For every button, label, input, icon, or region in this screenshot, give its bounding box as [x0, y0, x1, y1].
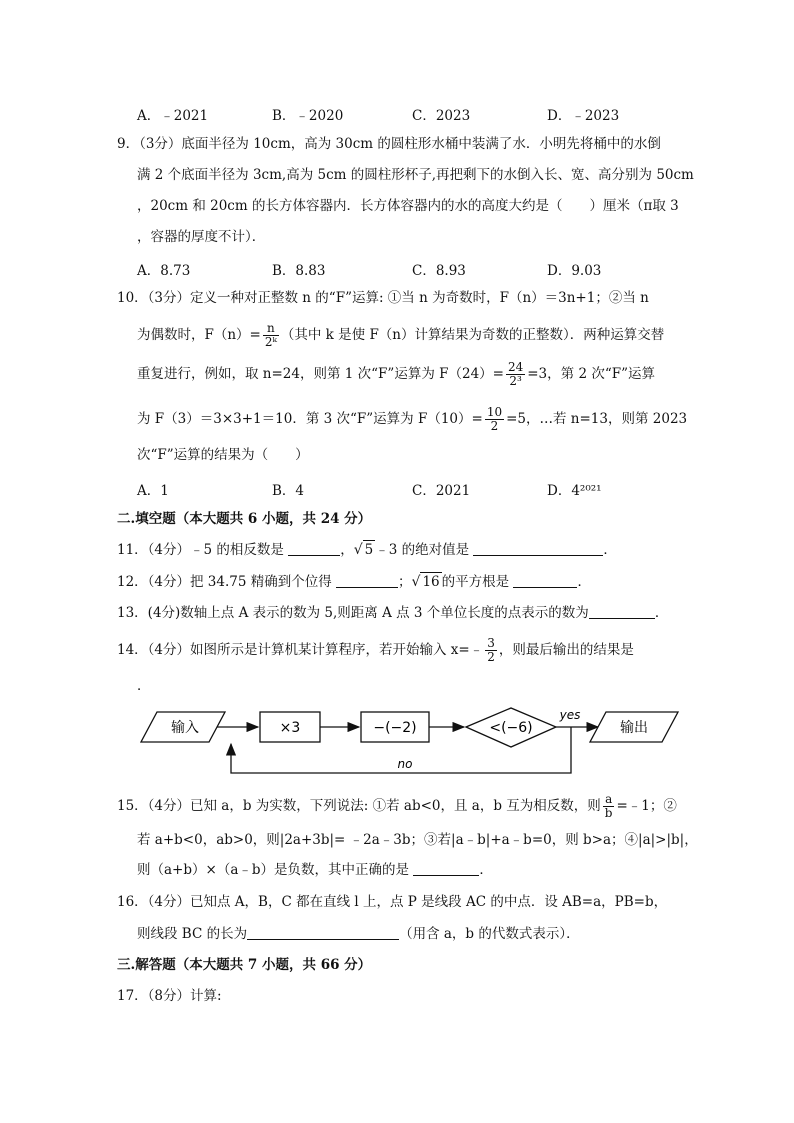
q11-blank-2 [473, 541, 603, 556]
q14-line-2: ． [137, 678, 151, 694]
q8-option-b: B．﹣2020 [272, 108, 344, 124]
flowchart-subtract-label: −(−2) [373, 720, 417, 736]
q8-option-a: A．﹣2021 [137, 108, 209, 124]
q12 [117, 572, 591, 591]
q10-line-1: 10．（3分）定义一种对正整数 n 的“F”运算: ①当 n 为奇数时，F（n）＝3n+1；②当 n [117, 290, 649, 306]
fraction-numerator: 3 [487, 636, 495, 650]
q11-pre: 11．（4分）﹣5 的相反数是 [117, 542, 284, 558]
fraction-denominator: b [604, 806, 613, 820]
fraction-numerator: 24 [507, 360, 524, 374]
q12-mid: ； [398, 574, 412, 590]
q12-pre: 12．（4分）把 34.75 精确到个位得 [117, 574, 332, 590]
q15-line-3-end: ． [479, 862, 493, 878]
q15-line-3-pre: 则（a+b）×（a﹣b）是负数，其中正确的是 [137, 862, 410, 878]
q12-mid2: 的平方根是 [441, 574, 510, 590]
q13-pre: 13．(4分)数轴上点 A 表示的数为 5,则距离 A 点 3 个单位长度的点表示的数为 [117, 605, 589, 621]
q10-line-3 [137, 361, 655, 388]
q9-option-a: A．8.73 [137, 263, 191, 279]
flowchart-input-label: 输入 [171, 720, 199, 736]
q10-line-2-pre: 为偶数时，F（n）= [137, 327, 261, 343]
fraction-denominator: 2³ [509, 374, 522, 388]
q12-blank-1 [336, 573, 398, 588]
fraction-numerator: 10 [486, 405, 503, 419]
flowchart [0, 700, 794, 780]
q9-option-d: D．9.03 [547, 263, 602, 279]
fraction-numerator: n [263, 322, 279, 336]
q8-option-d: D．﹣2023 [547, 108, 620, 124]
q13 [117, 604, 668, 622]
q15-line-1-post: =﹣1；② [616, 798, 677, 814]
q9-line-3: ，20cm 和 20cm 的长方体容器内．长方体容器内的水的高度大约是（ ）厘米（π取 3 [137, 198, 679, 214]
q16-blank [247, 925, 399, 940]
q9-line-2: 满 2 个底面半径为 3cm,高为 5cm 的圆柱形杯子,再把剩下的水倒入长、宽、高分别为 50cm [137, 167, 694, 183]
q10-fraction-n-over-2k [263, 322, 279, 349]
q14-post: ，则最后输出的结果是 [498, 642, 634, 658]
q15-fraction-a-over-b [603, 793, 615, 820]
q15-line-1 [117, 793, 677, 820]
q11-mid2: ﹣3 的绝对值是 [375, 542, 470, 558]
q12-sqrt-value: 16 [422, 574, 440, 590]
q13-blank [589, 604, 655, 619]
q10-option-a: A．1 [137, 483, 169, 499]
q10-line-4 [137, 406, 687, 433]
q11-blank-1 [288, 541, 340, 556]
fraction-numerator: a [603, 793, 615, 807]
section-2-heading: 二.填空题（本大题共 6 小题，共 24 分） [117, 511, 372, 527]
q15-line-2: 若 a+b<0，ab>0，则|2a+3b|= ﹣2a﹣3b；③若|a﹣b|+a﹣b=0，则 b>a；④|a|>|b|， [137, 832, 698, 848]
q10-line-2-post: （其中 k 是使 F（n）计算结果为奇数的正整数）．两种运算交替 [280, 327, 665, 343]
sqrt-icon: √ [353, 542, 363, 558]
q9-option-b: B．8.83 [272, 263, 326, 279]
q10-option-c: C．2021 [412, 483, 471, 499]
q10-line-5: 次“F”运算的结果为（ ） [137, 447, 309, 463]
section-3-heading: 三.解答题（本大题共 7 小题，共 66 分） [117, 957, 372, 973]
q12-end: ． [577, 574, 591, 590]
q15-line-3 [137, 861, 493, 879]
flowchart-no-label: no [397, 757, 413, 771]
flowchart-yes-label: yes [559, 708, 581, 722]
q9-line-4: ，容器的厚度不计）． [137, 229, 266, 245]
flowchart-multiply-label: ×3 [279, 720, 301, 736]
flowchart-output-label: 输出 [620, 720, 648, 736]
q9-option-c: C．8.93 [412, 263, 466, 279]
q10-line-3-pre: 重复进行，例如，取 n=24，则第 1 次“F”运算为 F（24）= [137, 366, 504, 382]
q10-line-4-pre: 为 F（3）＝3×3+1＝10．第 3 次“F”运算为 F（10）= [137, 411, 483, 427]
q14-pre: 14．（4分）如图所示是计算机某计算程序，若开始输入 x=﹣ [117, 642, 484, 658]
q15-line-1-pre: 15．（4分）已知 a，b 为实数，下列说法: ①若 ab<0，且 a，b 互为相反数，则 [117, 798, 601, 814]
q16-line-1: 16．（4分）已知点 A，B，C 都在直线 l 上，点 P 是线段 AC 的中点．设 AB=a，PB=b， [117, 894, 668, 910]
q17: 17．（8分）计算: [117, 988, 222, 1004]
q13-end: ． [654, 605, 669, 621]
flowchart-condition-label: <(−6) [489, 720, 533, 736]
q16-line-2-pre: 则线段 BC 的长为 [137, 926, 248, 942]
fraction-denominator: 2 [490, 419, 499, 433]
q15-blank [413, 861, 479, 876]
q10-option-b: B．4 [272, 483, 305, 499]
q10-line-4-post: =5，…若 n=13，则第 2023 [506, 411, 688, 427]
q10-fraction-24-over-8 [506, 361, 525, 388]
q16-line-2-post: （用含 a，b 的代数式表示）． [399, 926, 580, 942]
q14-fraction-3-over-2 [485, 637, 497, 664]
q16-line-2 [137, 925, 580, 943]
q12-blank-2 [513, 573, 577, 588]
q10-line-2 [137, 322, 664, 349]
q11-mid: ， [340, 542, 354, 558]
q10-line-3-post: =3，第 2 次“F”运算 [527, 366, 655, 382]
fraction-denominator: 2ᵏ [264, 335, 277, 349]
q10-fraction-10-over-2 [485, 406, 504, 433]
sqrt-icon: √ [411, 574, 421, 590]
fraction-denominator: 2 [487, 650, 495, 664]
q11-end: ． [603, 542, 617, 558]
q8-option-c: C．2023 [412, 108, 471, 124]
q11-sqrt-value: 5 [364, 542, 374, 558]
q10-option-d: D．4²⁰²¹ [547, 483, 602, 499]
q11 [117, 540, 617, 559]
q9-line-1: 9．（3分）底面半径为 10cm，高为 30cm 的圆柱形水桶中装满了水．小明先将桶中的水倒 [117, 136, 661, 152]
q14-line-1 [117, 637, 634, 664]
